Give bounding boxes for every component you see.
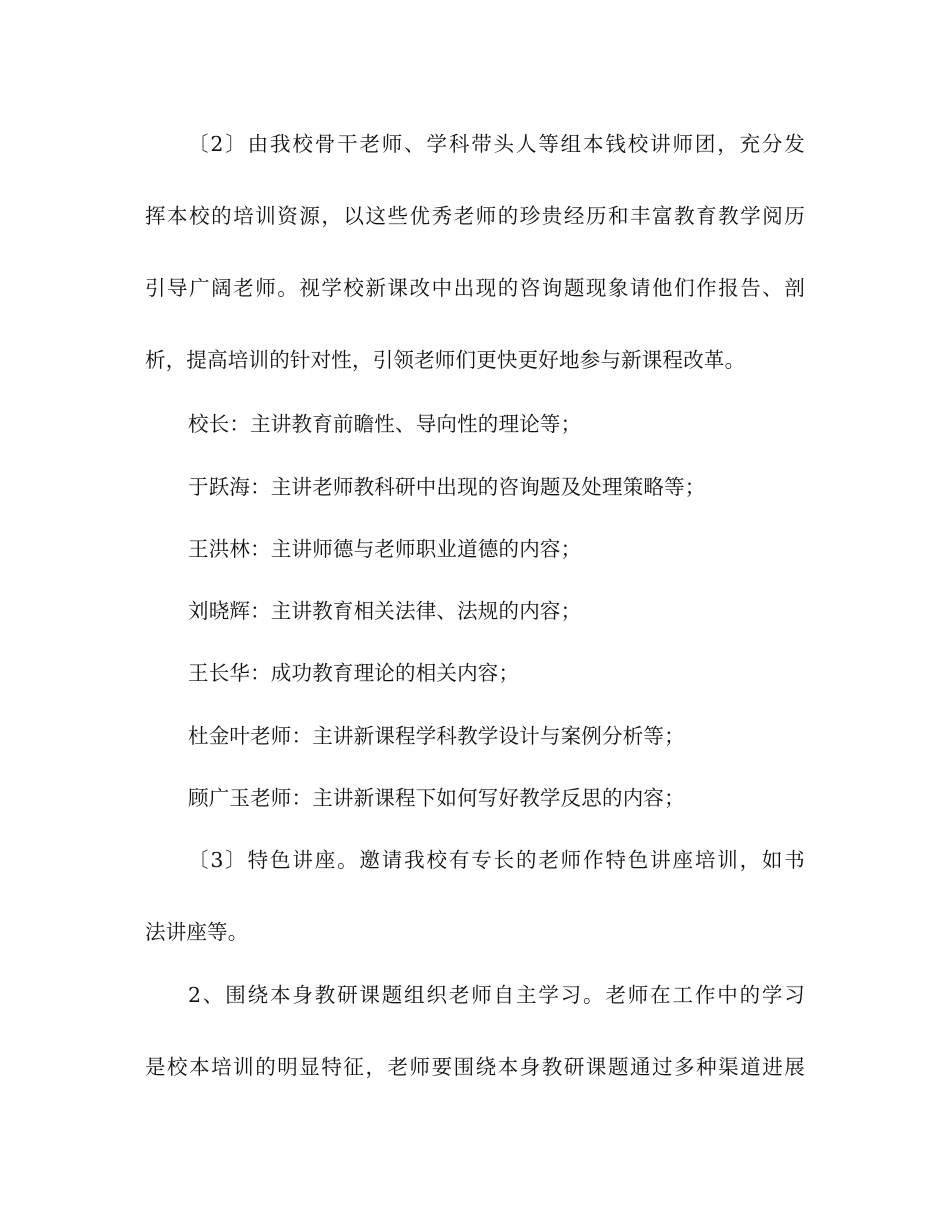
lecturer-line-wang-changhua: 王长华：成功教育理论的相关内容； xyxy=(188,661,520,685)
lecturer-line-du-jinye: 杜金叶老师：主讲新课程学科教学设计与案例分析等； xyxy=(188,724,685,748)
paragraph-line-4: 析，提高培训的针对性，引领老师们更快更好地参与新课程改革。 xyxy=(145,348,746,372)
paragraph-line-14: 2、围绕本身教研课题组织老师自主学习。老师在工作中的学习 xyxy=(188,983,805,1007)
lecturer-line-yu-yuehai: 于跃海：主讲老师教科研中出现的咨询题及处理策略等； xyxy=(188,475,706,499)
paragraph-line-12: 〔3〕特色讲座。邀请我校有专长的老师作特色讲座培训，如书 xyxy=(188,848,805,872)
paragraph-line-1: 〔2〕由我校骨干老师、学科带头人等组本钱校讲师团，充分发 xyxy=(188,132,805,156)
paragraph-line-2: 挥本校的培训资源，以这些优秀老师的珍贵经历和丰富教育教学阅历 xyxy=(145,204,805,228)
paragraph-line-3: 引导广阔老师。视学校新课改中出现的咨询题现象请他们作报告、剖 xyxy=(145,276,805,300)
paragraph-line-15: 是校本培训的明显特征，老师要围绕本身教研课题通过多种渠道进展 xyxy=(145,1055,805,1079)
lecturer-line-liu-xiaohui: 刘晓辉：主讲教育相关法律、法规的内容； xyxy=(188,599,582,623)
lecturer-line-principal: 校长：主讲教育前瞻性、导向性的理论等； xyxy=(188,412,582,436)
lecturer-line-gu-guangyu: 顾广玉老师：主讲新课程下如何写好教学反思的内容； xyxy=(188,786,685,810)
paragraph-line-13: 法讲座等。 xyxy=(145,920,249,944)
lecturer-line-wang-honglin: 王洪林：主讲师德与老师职业道德的内容； xyxy=(188,537,582,561)
